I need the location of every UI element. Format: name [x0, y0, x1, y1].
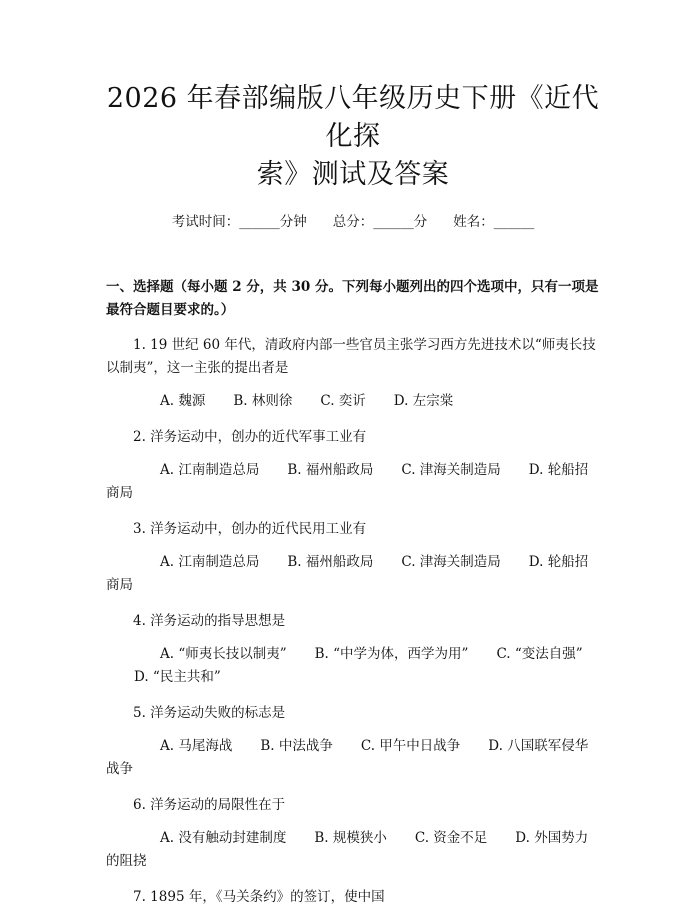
question-options — [106, 827, 600, 873]
title-line-1: 2026 年春部编版八年级历史下册《近代化探 — [106, 83, 600, 152]
section-heading-choice: 一、选择题（每小题 2 分，共 30 分。下列每小题列出的四个选项中，只有一项是最符合题目要求的。） — [106, 279, 599, 318]
exam-time-label: 考试时间：______分钟 — [171, 214, 307, 230]
option-d: D. 轮船招商局 — [106, 554, 589, 593]
option-c: C. 甲午中日战争 — [360, 738, 461, 754]
title-line-2: 索》测试及答案 — [256, 159, 450, 190]
question-2 — [106, 426, 600, 505]
option-c: C. 津海关制造局 — [401, 462, 501, 478]
question-6 — [106, 794, 600, 873]
option-a: A. 江南制造总局 — [160, 554, 260, 570]
total-score-label: 总分：______分 — [332, 214, 428, 230]
question-stem: 6. 洋务运动的局限性在于 — [133, 797, 286, 813]
option-d: D. “民主共和” — [134, 669, 221, 685]
option-b: B. 中法战争 — [260, 738, 333, 754]
option-b: B. 规模狭小 — [314, 830, 387, 846]
question-stem: 5. 洋务运动失败的标志是 — [133, 705, 286, 721]
option-a: A. 马尾海战 — [160, 738, 233, 754]
question-4 — [106, 610, 600, 689]
option-b: B. 林则徐 — [233, 393, 293, 409]
question-stem: 2. 洋务运动中，创办的近代军事工业有 — [133, 429, 367, 445]
option-a: A. “师夷长技以制夷” — [160, 646, 287, 662]
question-options — [106, 643, 600, 689]
student-name-label: 姓名：______ — [453, 214, 535, 230]
option-a: A. 江南制造总局 — [160, 462, 260, 478]
question-5 — [106, 702, 600, 781]
document-title — [106, 80, 600, 194]
question-options — [106, 459, 600, 505]
question-options — [106, 551, 600, 597]
option-c: C. 资金不足 — [414, 830, 488, 846]
option-c: C. 奕䜣 — [320, 393, 366, 409]
question-stem: 1. 19 世纪 60 年代，清政府内部一些官员主张学习西方先进技术以“师夷长技以制夷”，这一主张的提出者是 — [106, 337, 596, 376]
option-d: D. 左宗棠 — [393, 393, 454, 409]
question-options — [106, 390, 600, 413]
option-b: B. 福州船政局 — [287, 462, 374, 478]
option-b: B. 福州船政局 — [287, 554, 374, 570]
question-3 — [106, 518, 600, 597]
exam-meta — [106, 212, 600, 232]
option-a: A. 没有触动封建制度 — [160, 830, 287, 846]
question-1 — [106, 334, 600, 413]
question-options — [106, 735, 600, 781]
question-7 — [106, 886, 600, 909]
option-d: D. 轮船招商局 — [106, 462, 589, 501]
question-stem: 4. 洋务运动的指导思想是 — [133, 613, 286, 629]
option-c: C. 津海关制造局 — [401, 554, 501, 570]
question-stem: 7. 1895 年，《马关条约》的签订，使中国 — [133, 889, 385, 905]
option-d: D. 外国势力的阻挠 — [106, 830, 589, 869]
option-d: D. 八国联军侵华战争 — [106, 738, 589, 777]
option-c: C. “变法自强” — [496, 646, 583, 662]
question-stem: 3. 洋务运动中，创办的近代民用工业有 — [133, 521, 367, 537]
option-a: A. 魏源 — [160, 393, 206, 409]
option-b: B. “中学为体，西学为用” — [314, 646, 469, 662]
